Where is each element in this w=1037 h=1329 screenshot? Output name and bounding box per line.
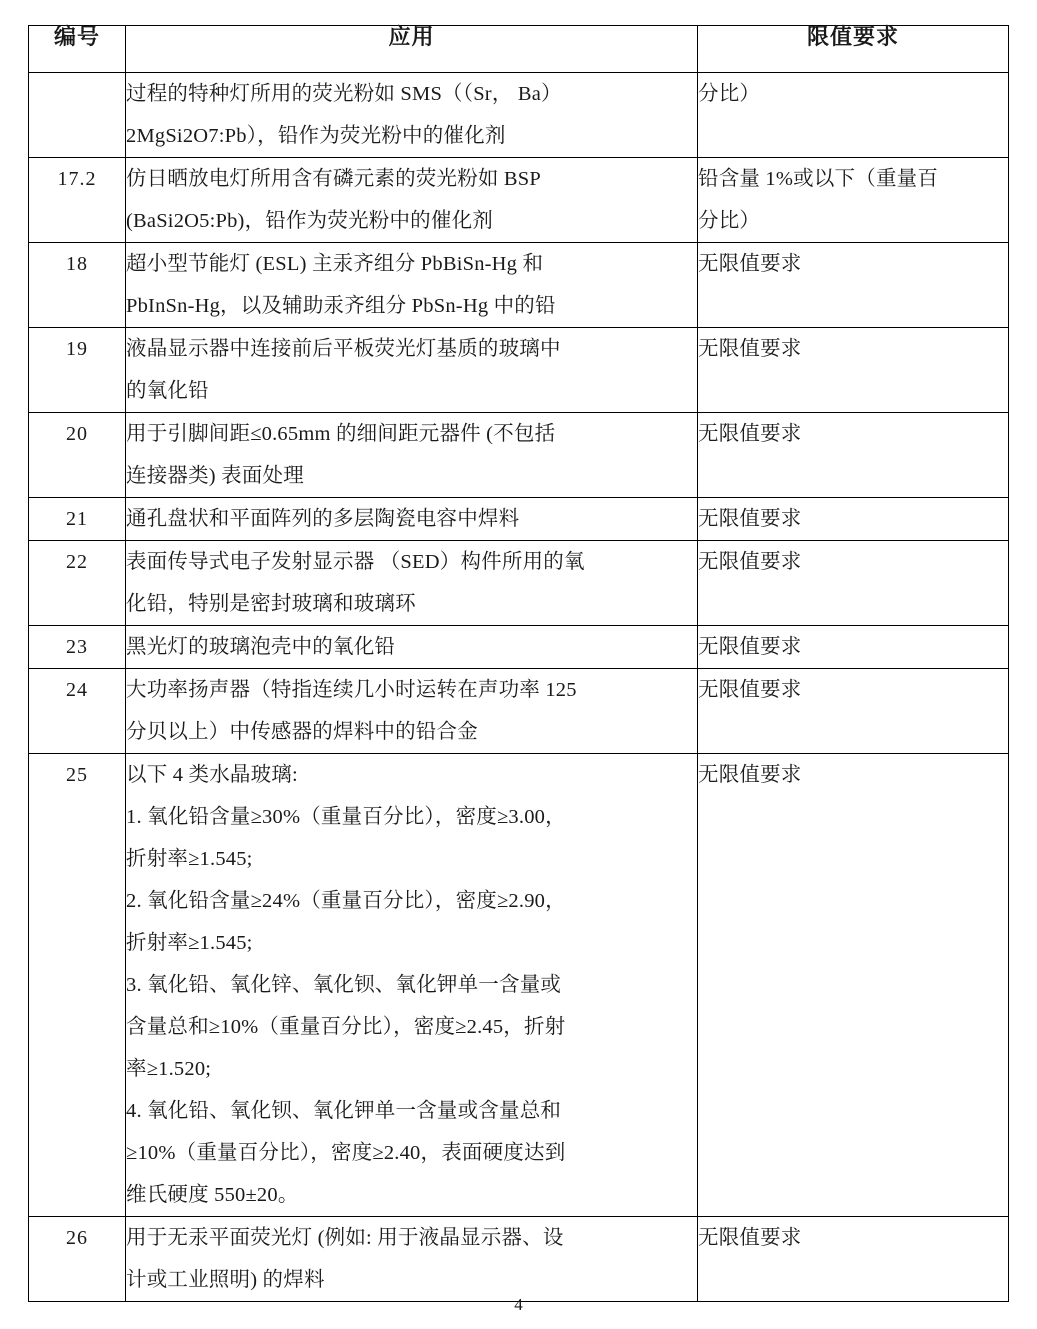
limit-line: 无限值要求 xyxy=(698,679,802,701)
row-number-cell: 22 xyxy=(29,541,126,626)
application-cell xyxy=(126,158,698,243)
application-cell xyxy=(126,328,698,413)
application-line: 计或工业照明) 的焊料 xyxy=(126,1269,325,1291)
application-line: 用于引脚间距≤0.65mm 的细间距元器件 (不包括 xyxy=(126,423,556,445)
limit-requirement-cell xyxy=(698,73,1009,158)
row-number-cell xyxy=(29,73,126,158)
application-line: 率≥1.520; xyxy=(126,1058,212,1080)
application-line: PbInSn-Hg，以及辅助汞齐组分 PbSn-Hg 中的铅 xyxy=(126,295,556,317)
limit-line: 无限值要求 xyxy=(698,636,802,658)
application-line: 含量总和≥10%（重量百分比），密度≥2.45，折射 xyxy=(126,1016,566,1038)
table-header-row xyxy=(29,26,1009,73)
table-row xyxy=(29,669,1009,754)
application-cell xyxy=(126,73,698,158)
limit-line: 无限值要求 xyxy=(698,253,802,275)
application-line: 以下 4 类水晶玻璃: xyxy=(126,764,298,786)
application-line: 化铅，特别是密封玻璃和玻璃环 xyxy=(126,593,416,615)
application-cell xyxy=(126,413,698,498)
column-header-no: 编号 xyxy=(29,26,126,73)
application-cell xyxy=(126,669,698,754)
application-line: 2. 氧化铅含量≥24%（重量百分比），密度≥2.90， xyxy=(126,890,566,912)
limit-requirement-cell xyxy=(698,754,1009,1217)
application-line: 分贝以上）中传感器的焊料中的铅合金 xyxy=(126,721,478,743)
limit-line: 无限值要求 xyxy=(698,338,802,360)
row-number-cell: 20 xyxy=(29,413,126,498)
table-row xyxy=(29,754,1009,1217)
limit-line: 分比） xyxy=(698,83,761,105)
limit-requirement-cell xyxy=(698,413,1009,498)
limit-line: 无限值要求 xyxy=(698,764,802,786)
table-row xyxy=(29,413,1009,498)
application-cell xyxy=(126,1217,698,1302)
table-row xyxy=(29,158,1009,243)
application-line: 过程的特种灯所用的荧光粉如 SMS（（Sr， Ba） xyxy=(126,83,562,105)
application-cell xyxy=(126,498,698,541)
limit-line: 铅含量 1%或以下（重量百 xyxy=(698,168,939,190)
application-line: 液晶显示器中连接前后平板荧光灯基质的玻璃中 xyxy=(126,338,561,360)
table-row xyxy=(29,328,1009,413)
row-number-cell: 23 xyxy=(29,626,126,669)
limit-requirement-cell xyxy=(698,669,1009,754)
application-line: ≥10%（重量百分比），密度≥2.40，表面硬度达到 xyxy=(126,1142,566,1164)
application-cell xyxy=(126,754,698,1217)
limit-line: 无限值要求 xyxy=(698,1227,802,1249)
application-line: 2MgSi2O7:Pb），铅作为荧光粉中的催化剂 xyxy=(126,125,506,147)
application-line: 大功率扬声器（特指连续几小时运转在声功率 125 xyxy=(126,679,577,701)
table-row xyxy=(29,1217,1009,1302)
row-number-cell: 26 xyxy=(29,1217,126,1302)
table-row xyxy=(29,243,1009,328)
application-line: 折射率≥1.545; xyxy=(126,932,253,954)
application-line: 4. 氧化铅、氧化钡、氧化钾单一含量或含量总和 xyxy=(126,1100,562,1122)
application-line: 连接器类) 表面处理 xyxy=(126,465,304,487)
application-line: 3. 氧化铅、氧化锌、氧化钡、氧化钾单一含量或 xyxy=(126,974,562,996)
table-row xyxy=(29,498,1009,541)
row-number-cell: 18 xyxy=(29,243,126,328)
limit-requirement-cell xyxy=(698,626,1009,669)
application-line: (BaSi2O5:Pb)，铅作为荧光粉中的催化剂 xyxy=(126,210,493,232)
limit-line: 无限值要求 xyxy=(698,508,802,530)
application-cell xyxy=(126,243,698,328)
limit-requirement-cell xyxy=(698,498,1009,541)
column-header-limit: 限值要求 xyxy=(698,26,1009,73)
application-line: 维氏硬度 550±20。 xyxy=(126,1184,299,1206)
application-line: 超小型节能灯 (ESL) 主汞齐组分 PbBiSn-Hg 和 xyxy=(126,253,544,275)
application-line: 黑光灯的玻璃泡壳中的氧化铅 xyxy=(126,636,396,658)
limit-requirement-cell xyxy=(698,243,1009,328)
row-number-cell: 17.2 xyxy=(29,158,126,243)
application-line: 的氧化铅 xyxy=(126,380,209,402)
table-row xyxy=(29,626,1009,669)
table-body xyxy=(29,73,1009,1302)
limit-line: 无限值要求 xyxy=(698,551,802,573)
row-number-cell: 24 xyxy=(29,669,126,754)
table-row xyxy=(29,73,1009,158)
limit-requirement-cell xyxy=(698,328,1009,413)
page-number: 4 xyxy=(514,1295,523,1314)
limit-requirement-cell xyxy=(698,158,1009,243)
column-header-application: 应用 xyxy=(126,26,698,73)
application-line: 通孔盘状和平面阵列的多层陶瓷电容中焊料 xyxy=(126,508,520,530)
application-line: 用于无汞平面荧光灯 (例如: 用于液晶显示器、设 xyxy=(126,1227,564,1249)
application-line: 1. 氧化铅含量≥30%（重量百分比），密度≥3.00， xyxy=(126,806,566,828)
exemption-table xyxy=(28,25,1009,1302)
limit-requirement-cell xyxy=(698,1217,1009,1302)
limit-requirement-cell xyxy=(698,541,1009,626)
exemption-table-container xyxy=(28,25,1008,1302)
row-number-cell: 19 xyxy=(29,328,126,413)
application-cell xyxy=(126,541,698,626)
application-cell xyxy=(126,626,698,669)
row-number-cell: 21 xyxy=(29,498,126,541)
limit-line: 无限值要求 xyxy=(698,423,802,445)
row-number-cell: 25 xyxy=(29,754,126,1217)
application-line: 表面传导式电子发射显示器 （SED）构件所用的氧 xyxy=(126,551,585,573)
table-row xyxy=(29,541,1009,626)
limit-line: 分比） xyxy=(698,210,761,232)
application-line: 折射率≥1.545; xyxy=(126,848,253,870)
application-line: 仿日晒放电灯所用含有磷元素的荧光粉如 BSP xyxy=(126,168,541,190)
